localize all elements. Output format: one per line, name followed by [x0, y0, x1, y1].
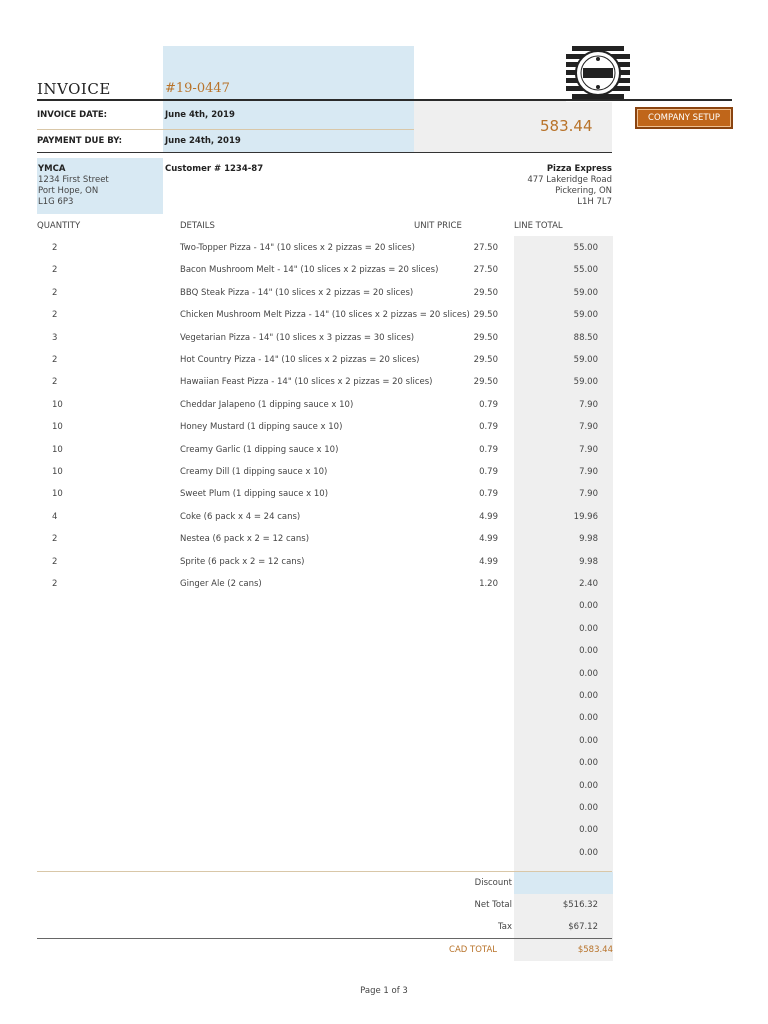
line-total-cell: 7.90	[579, 444, 598, 455]
line-total-cell: 59.00	[573, 287, 598, 298]
bill-to-line2: Port Hope, ON	[38, 186, 99, 196]
line-total-cell: 9.98	[579, 556, 598, 567]
line-total-cell: 59.00	[573, 355, 598, 365]
line-total-cell: 0.00	[579, 847, 598, 858]
details-cell: Honey Mustard (1 dipping sauce x 10)	[180, 422, 343, 433]
col-details: DETAILS	[180, 221, 215, 231]
col-quantity: QUANTITY	[37, 221, 81, 231]
unit-price-cell: 29.50	[473, 332, 498, 343]
table-row	[0, 819, 768, 841]
details-cell: Ginger Ale (2 cans)	[180, 579, 262, 589]
net-total-value: $516.32	[562, 900, 598, 910]
net-total-label: Net Total	[474, 900, 512, 910]
invoice-date-label: INVOICE DATE:	[37, 110, 108, 120]
vendor-name: Pizza Express	[546, 164, 612, 174]
table-row	[0, 304, 768, 326]
bill-to-line3: L1G 6P3	[38, 197, 74, 207]
qty-cell: 2	[52, 265, 58, 276]
unit-price-cell: 0.79	[479, 399, 498, 410]
unit-price-cell: 27.50	[473, 243, 498, 253]
summary-top-rule	[37, 871, 612, 872]
tax-label: Tax	[497, 922, 512, 932]
details-cell: BBQ Steak Pizza - 14" (10 slices x 2 pizzas = 20 slices)	[180, 287, 414, 298]
header-rule	[37, 99, 732, 101]
table-row	[0, 752, 768, 774]
details-cell: Sweet Plum (1 dipping sauce x 10)	[180, 489, 329, 500]
col-line-total: LINE TOTAL	[514, 221, 563, 231]
line-total-cell: 7.90	[579, 399, 598, 410]
qty-cell: 2	[52, 355, 58, 365]
qty-cell: 2	[52, 310, 58, 321]
qty-cell: 2	[52, 534, 58, 545]
line-total-cell: 55.00	[573, 243, 598, 253]
unit-price-cell: 4.99	[479, 511, 498, 522]
unit-price-cell: 29.50	[473, 287, 498, 298]
line-total-cell: 7.90	[579, 467, 598, 477]
line-total-cell: 0.00	[579, 668, 598, 679]
table-row	[0, 394, 768, 416]
table-row	[0, 595, 768, 617]
line-total-cell: 0.00	[579, 825, 598, 836]
qty-cell: 2	[52, 377, 58, 388]
qty-cell: 2	[52, 556, 58, 567]
table-row	[0, 775, 768, 797]
qty-cell: 4	[52, 511, 58, 522]
bill-to-line1: 1234 First Street	[38, 175, 109, 185]
discount-cell[interactable]	[514, 872, 613, 894]
table-row	[0, 416, 768, 438]
line-total-cell: 55.00	[573, 265, 598, 276]
line-total-cell: 0.00	[579, 780, 598, 791]
table-row	[0, 707, 768, 729]
dates-divider	[37, 129, 414, 130]
line-total-cell: 7.90	[579, 422, 598, 433]
vendor-block	[440, 164, 612, 208]
amount-due: 583.44	[540, 117, 593, 135]
payment-due-label: PAYMENT DUE BY:	[37, 136, 123, 146]
details-cell: Bacon Mushroom Melt - 14" (10 slices x 2 pizzas = 20 slices)	[180, 265, 439, 276]
qty-cell: 10	[52, 422, 63, 433]
qty-cell: 10	[52, 467, 63, 477]
table-row	[0, 259, 768, 281]
line-total-cell: 19.96	[573, 511, 598, 522]
company-setup-label: COMPANY SETUP	[637, 109, 731, 127]
unit-price-cell: 0.79	[479, 422, 498, 433]
line-total-cell: 0.00	[579, 691, 598, 701]
line-total-cell: 0.00	[579, 713, 598, 724]
line-total-cell: 0.00	[579, 601, 598, 612]
details-cell: Sprite (6 pack x 2 = 12 cans)	[180, 556, 305, 567]
qty-cell: 10	[52, 489, 63, 500]
page-indicator: Page 1 of 3	[360, 986, 408, 996]
cad-total-value: $583.44	[577, 945, 613, 955]
table-row	[0, 349, 768, 371]
bill-to-name: YMCA	[38, 164, 66, 174]
details-cell: Vegetarian Pizza - 14" (10 slices x 3 pizzas = 30 slices)	[180, 332, 415, 343]
table-row	[0, 282, 768, 304]
vendor-line3: L1H 7L7	[577, 197, 612, 207]
line-total-cell: 0.00	[579, 623, 598, 634]
line-total-cell: 59.00	[573, 377, 598, 388]
table-row	[0, 618, 768, 640]
line-total-cell: 2.40	[579, 579, 598, 589]
qty-cell: 2	[52, 579, 58, 589]
col-unit-price: UNIT PRICE	[414, 221, 462, 231]
line-total-cell: 9.98	[579, 534, 598, 545]
table-row	[0, 551, 768, 573]
unit-price-cell: 0.79	[479, 467, 498, 477]
table-row	[0, 506, 768, 528]
details-cell: Creamy Dill (1 dipping sauce x 10)	[180, 467, 328, 477]
details-cell: Two-Topper Pizza - 14" (10 slices x 2 pizzas = 20 slices)	[180, 243, 415, 253]
pizza-express-logo	[566, 44, 630, 102]
invoice-date-value: June 4th, 2019	[165, 110, 235, 120]
discount-label: Discount	[474, 878, 512, 888]
unit-price-cell: 29.50	[473, 355, 498, 365]
company-setup-button[interactable]	[635, 107, 733, 129]
unit-price-cell: 0.79	[479, 489, 498, 500]
cad-total-label: CAD TOTAL	[449, 945, 497, 955]
table-row	[0, 371, 768, 393]
details-cell: Nestea (6 pack x 2 = 12 cans)	[180, 534, 310, 545]
details-cell: Chicken Mushroom Melt Pizza - 14" (10 slices x 2 pizzas = 20 slices)	[180, 310, 470, 321]
table-row	[0, 730, 768, 752]
details-cell: Hot Country Pizza - 14" (10 slices x 2 pizzas = 20 slices)	[180, 355, 420, 365]
line-total-cell: 0.00	[579, 803, 598, 813]
invoice-title: INVOICE	[37, 80, 111, 98]
details-cell: Hawaiian Feast Pizza - 14" (10 slices x 2 pizzas = 20 slices)	[180, 377, 433, 388]
table-row	[0, 842, 768, 864]
table-row	[0, 237, 768, 259]
customer-number: Customer # 1234-87	[165, 164, 264, 174]
tax-value: $67.12	[568, 922, 598, 932]
line-total-cell: 0.00	[579, 646, 598, 657]
summary-total-rule	[37, 938, 612, 939]
vendor-line2: Pickering, ON	[555, 186, 612, 196]
table-row	[0, 573, 768, 595]
table-row	[0, 528, 768, 550]
table-row	[0, 483, 768, 505]
unit-price-cell: 29.50	[473, 310, 498, 321]
table-row	[0, 797, 768, 819]
qty-cell: 3	[52, 332, 58, 343]
details-cell: Coke (6 pack x 4 = 24 cans)	[180, 511, 301, 522]
qty-cell: 10	[52, 399, 63, 410]
table-row	[0, 640, 768, 662]
line-total-cell: 0.00	[579, 758, 598, 769]
table-row	[0, 663, 768, 685]
table-row	[0, 685, 768, 707]
details-cell: Cheddar Jalapeno (1 dipping sauce x 10)	[180, 399, 354, 410]
unit-price-cell: 4.99	[479, 556, 498, 567]
invoice-number: #19-0447	[165, 81, 230, 96]
line-total-cell: 7.90	[579, 489, 598, 500]
bill-to-block	[38, 164, 109, 208]
table-row	[0, 461, 768, 483]
unit-price-cell: 1.20	[479, 579, 498, 589]
unit-price-cell: 0.79	[479, 444, 498, 455]
unit-price-cell: 4.99	[479, 534, 498, 545]
line-total-cell: 59.00	[573, 310, 598, 321]
qty-cell: 2	[52, 243, 58, 253]
line-total-cell: 0.00	[579, 735, 598, 746]
table-row	[0, 327, 768, 349]
unit-price-cell: 27.50	[473, 265, 498, 276]
dates-bottom-rule	[37, 152, 612, 153]
unit-price-cell: 29.50	[473, 377, 498, 388]
qty-cell: 10	[52, 444, 63, 455]
payment-due-value: June 24th, 2019	[165, 136, 241, 146]
table-row	[0, 439, 768, 461]
vendor-line1: 477 Lakeridge Road	[527, 175, 612, 185]
details-cell: Creamy Garlic (1 dipping sauce x 10)	[180, 444, 339, 455]
line-total-cell: 88.50	[573, 332, 598, 343]
qty-cell: 2	[52, 287, 58, 298]
